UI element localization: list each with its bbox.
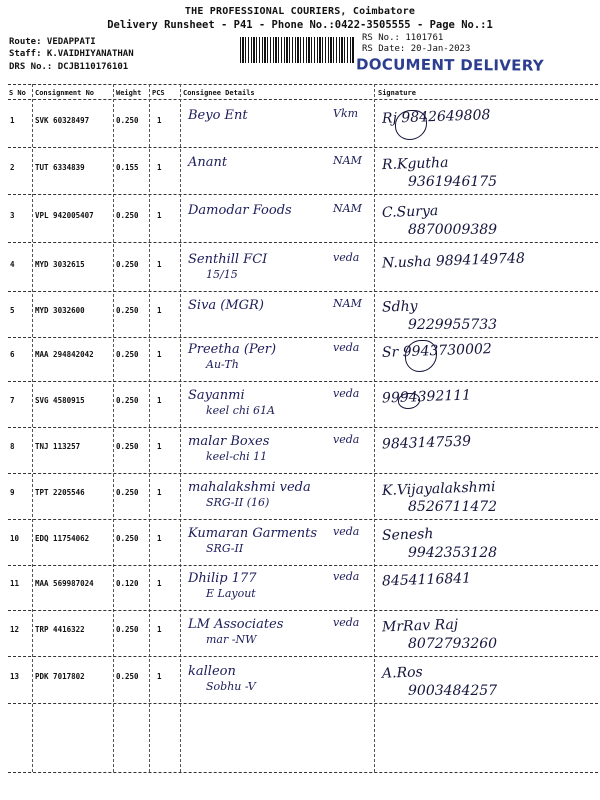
table-bottom-rule (8, 772, 598, 773)
row-separator (8, 291, 598, 292)
row-signature-phone: 8526711472 (408, 499, 498, 515)
row-consignment-no: TPT 2205546 (35, 488, 85, 497)
row-pcs: 1 (157, 625, 162, 634)
row-consignee-address: keel-chi 11 (206, 450, 268, 463)
row-sno: 10 (10, 534, 20, 543)
row-weight: 0.250 (116, 116, 139, 125)
row-consignment-no: EDQ 11754062 (35, 534, 90, 543)
row-sno: 9 (10, 488, 15, 497)
barcode (240, 37, 354, 63)
row-area: veda (333, 433, 360, 446)
row-signature: A.Ros (381, 664, 423, 682)
company-title: THE PROFESSIONAL COURIERS, Coimbatore (184, 6, 416, 17)
row-consignee-name: Sayanmi (188, 388, 245, 403)
row-signature: R.Kgutha (381, 154, 449, 174)
row-area: veda (333, 341, 360, 354)
col-consignment: Consignment No (35, 89, 95, 97)
row-weight: 0.250 (116, 442, 139, 451)
row-signature: Sdhy (381, 298, 418, 316)
row-weight: 0.250 (116, 211, 139, 220)
row-signature-phone: 9229955733 (408, 317, 498, 333)
row-sno: 5 (10, 306, 15, 315)
row-consignee-name: Preetha (Per) (188, 342, 277, 357)
row-separator (8, 147, 598, 148)
row-signature: 8454116841 (381, 570, 472, 590)
document-delivery-stamp: DOCUMENT DELIVERY (355, 55, 545, 75)
row-consignment-no: MYD 3032600 (35, 306, 85, 315)
row-area: NAM (333, 154, 362, 167)
row-signature-phone: 8870009389 (408, 222, 498, 238)
col-divider (113, 84, 114, 772)
row-consignment-no: MYD 3032615 (35, 260, 85, 269)
row-area: veda (333, 525, 360, 538)
row-separator (8, 194, 598, 195)
row-consignee-name: Siva (MGR) (188, 298, 264, 313)
col-divider (32, 84, 33, 772)
row-separator (8, 703, 598, 704)
row-consignment-no: VPL 942005407 (35, 211, 94, 220)
row-weight: 0.120 (116, 579, 139, 588)
row-weight: 0.155 (116, 163, 139, 172)
runsheet-line: Delivery Runsheet - P41 - Phone No.:0422-3505555 - Page No.:1 (107, 19, 493, 31)
row-consignment-no: TNJ 113257 (35, 442, 81, 451)
row-sno: 1 (10, 116, 15, 125)
row-signature: MrRav Raj (381, 616, 459, 636)
row-consignment-no: TRP 4416322 (35, 625, 85, 634)
signature-scribble (395, 110, 427, 140)
row-sno: 7 (10, 396, 15, 405)
col-sno: S No (9, 89, 26, 97)
row-consignee-address: Sobhu -V (206, 680, 256, 693)
row-weight: 0.250 (116, 625, 139, 634)
staff-label: Staff: K.VAIDHIYANATHAN (9, 49, 134, 59)
row-consignment-no: SVG 4580915 (35, 396, 85, 405)
row-signature-phone: 9003484257 (408, 683, 498, 699)
row-sno: 2 (10, 163, 15, 172)
col-weight: Weight (116, 89, 142, 97)
row-weight: 0.250 (116, 350, 139, 359)
row-pcs: 1 (157, 350, 162, 359)
row-pcs: 1 (157, 534, 162, 543)
row-consignee-name: kalleon (188, 664, 236, 679)
row-consignee-name: Beyo Ent (188, 108, 248, 123)
row-area: veda (333, 251, 360, 264)
col-divider (374, 84, 375, 772)
row-separator (8, 427, 598, 428)
signature-scribble (398, 393, 420, 409)
row-area: Vkm (333, 107, 359, 120)
row-consignee-name: mahalakshmi veda (188, 480, 311, 495)
row-sno: 8 (10, 442, 15, 451)
row-consignee-address: Au-Th (206, 358, 239, 371)
row-separator (8, 565, 598, 566)
row-separator (8, 656, 598, 657)
row-pcs: 1 (157, 260, 162, 269)
row-signature: 9843147539 (381, 433, 472, 453)
row-sno: 4 (10, 260, 15, 269)
rs-number: RS No.: 1101761 (362, 33, 444, 43)
row-separator (8, 473, 598, 474)
row-consignee-name: Kumaran Garments (188, 526, 317, 541)
row-pcs: 1 (157, 442, 162, 451)
row-consignee-address: 15/15 (206, 268, 238, 281)
row-area: veda (333, 387, 360, 400)
col-divider (180, 84, 181, 772)
row-consignee-name: Dhilip 177 (188, 571, 257, 586)
row-signature: Sr 9943730002 (381, 341, 493, 361)
row-weight: 0.250 (116, 488, 139, 497)
row-consignment-no: PDK 7017802 (35, 672, 85, 681)
row-sno: 12 (10, 625, 20, 634)
row-consignment-no: TUT 6334839 (35, 163, 85, 172)
row-sno: 13 (10, 672, 20, 681)
row-consignee-address: SRG-II (16) (206, 496, 270, 509)
row-sno: 3 (10, 211, 15, 220)
row-pcs: 1 (157, 211, 162, 220)
row-signature: C.Surya (381, 203, 439, 221)
row-consignee-name: malar Boxes (188, 434, 270, 449)
row-separator (8, 519, 598, 520)
route-label: Route: VEDAPPATI (9, 37, 96, 47)
rs-date: RS Date: 20-Jan-2023 (362, 44, 471, 54)
row-signature-phone: 9942353128 (408, 545, 498, 561)
row-consignee-address: keel chi 61A (206, 404, 275, 417)
row-weight: 0.250 (116, 260, 139, 269)
col-consignee-details: Consignee Details (183, 89, 255, 97)
row-sno: 6 (10, 350, 15, 359)
row-weight: 0.250 (116, 534, 139, 543)
row-weight: 0.250 (116, 672, 139, 681)
row-signature: K.Vijayalakshmi (381, 479, 496, 499)
col-pcs: PCS (152, 89, 165, 97)
row-signature: Rj 9842649808 (381, 107, 491, 127)
row-area: NAM (333, 297, 362, 310)
header-bottom-rule (8, 99, 598, 100)
row-consignee-address: SRG-II (206, 542, 244, 555)
row-consignee-name: Damodar Foods (188, 203, 292, 218)
row-separator (8, 381, 598, 382)
row-consignee-name: Senthill FCI (188, 252, 268, 267)
row-consignment-no: MAA 294842042 (35, 350, 94, 359)
row-pcs: 1 (157, 672, 162, 681)
row-signature-phone: 9361946175 (408, 174, 498, 190)
row-area: veda (333, 570, 360, 583)
row-separator (8, 610, 598, 611)
row-pcs: 1 (157, 579, 162, 588)
row-pcs: 1 (157, 306, 162, 315)
row-pcs: 1 (157, 396, 162, 405)
row-pcs: 1 (157, 163, 162, 172)
row-sno: 11 (10, 579, 20, 588)
row-signature-phone: 8072793260 (408, 636, 498, 652)
row-separator (8, 337, 598, 338)
drs-number: DRS No.: DCJB110176101 (9, 62, 129, 72)
row-consignee-name: LM Associates (188, 617, 284, 632)
row-consignment-no: MAA 569987024 (35, 579, 94, 588)
row-signature: 9994392111 (381, 387, 472, 407)
row-consignee-name: Anant (188, 155, 228, 170)
row-weight: 0.250 (116, 396, 139, 405)
row-signature: N.usha 9894149748 (381, 250, 526, 272)
row-weight: 0.250 (116, 306, 139, 315)
header-top-rule (8, 84, 598, 85)
row-area: NAM (333, 202, 362, 215)
signature-scribble (405, 340, 437, 372)
row-consignee-address: E Layout (206, 587, 256, 600)
row-area: veda (333, 616, 360, 629)
row-separator (8, 242, 598, 243)
col-signature: Signature (378, 89, 416, 97)
row-consignment-no: SVK 60328497 (35, 116, 90, 125)
row-pcs: 1 (157, 488, 162, 497)
row-signature: Senesh (381, 526, 434, 544)
row-pcs: 1 (157, 116, 162, 125)
row-consignee-address: mar -NW (206, 633, 257, 646)
col-divider (149, 84, 150, 772)
